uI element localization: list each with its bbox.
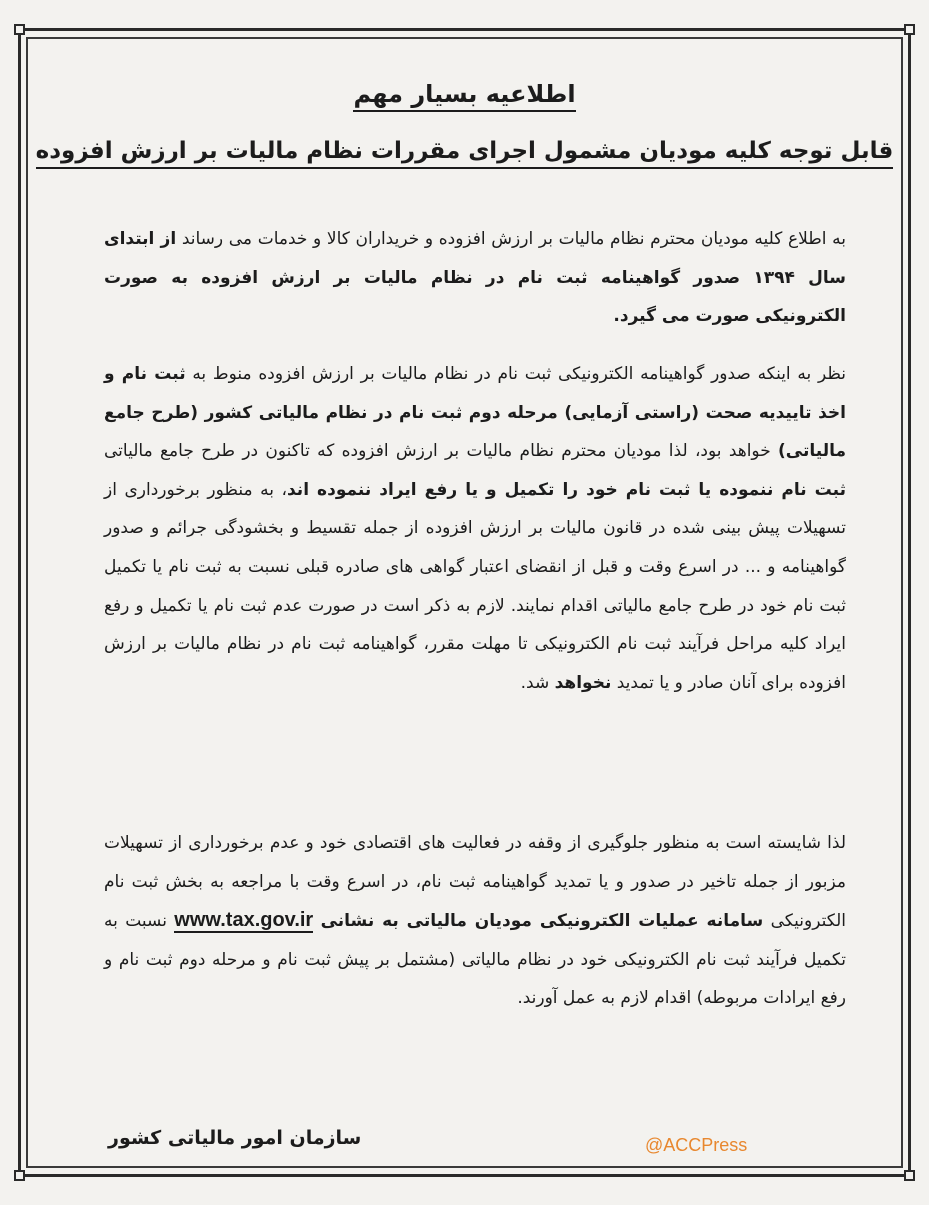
paragraph-3-text-1: لذا شایسته است به منظور جلوگیری از وقفه در فعالیت های اقتصادی خود و عدم برخورداری از تسهیلات مزبور از جمله تاخیر در صدور و یا تمدید گواهینامه ثبت نام، در اسرع وقت با مراجعه به بخش ثبت نام الکترونیکی [104, 833, 847, 932]
notice-title [0, 80, 929, 108]
notice-title-text: اطلاعیه بسیار مهم [353, 80, 575, 112]
paragraph-2 [104, 355, 846, 702]
paragraph-1-text: به اطلاع کلیه مودیان محترم نظام مالیات بر ارزش افزوده و خریداران کالا و خدمات می رساند [176, 229, 847, 249]
paragraph-2-text-4: شد. [520, 672, 555, 693]
watermark-handle: @ACCPress [645, 1135, 748, 1155]
tax-website-link[interactable]: www.tax.gov.ir [174, 909, 314, 932]
paragraph-1 [104, 220, 846, 336]
notice-subtitle-text: قابل توجه کلیه مودیان مشمول اجرای مقررات نظام مالیات بر ارزش افزوده [36, 138, 894, 169]
corner-ornament [904, 1170, 915, 1181]
corner-ornament [14, 24, 25, 35]
notice-subtitle [0, 138, 929, 164]
paragraph-2-bold-3: نخواهد [554, 672, 612, 693]
paragraph-2-text-3: ، به منظور برخورداری از تسهیلات پیش بینی شده در قانون مالیات بر ارزش افزوده از جمله تقسیط و بخشودگی جرائم و صدور گواهینامه و ... در اسرع وقت و قبل از انقضای اعتبار گواهی های صادره قبلی نسبت به ثبت نام یا تکمیل ثبت نام خود در طرح جامع مالیاتی اقدام نمایند. لازم به ذکر است در صورت عدم ثبت نام یا تکمیل و رفع ایراد کلیه مراحل فرآیند ثبت نام الکترونیکی تا مهلت مقرر، گواهینامه ثبت نام در نظام مالیات بر ارزش افزوده برای آنان صادر و یا تمدید [104, 479, 846, 693]
corner-ornament [14, 1170, 25, 1181]
paragraph-3 [104, 824, 846, 1018]
paragraph-3-bold-1: سامانه عملیات الکترونیکی مودیان مالیاتی به نشانی [320, 911, 764, 932]
paragraph-2-text-1: نظر به اینکه صدور گواهینامه الکترونیکی ثبت نام در نظام مالیات بر ارزش افزوده منوط به [185, 364, 846, 384]
paragraph-2-text-2: خواهد بود، لذا مودیان محترم نظام مالیات بر ارزش افزوده که تاکنون در طرح جامع مالیاتی [104, 441, 779, 462]
paragraph-2-bold-1: ثبت نام و اخذ تاییدیه صحت (راستی آزمایی) مرحله دوم ثبت نام در نظام مالیاتی کشور (طرح جامع مالیاتی) [104, 364, 846, 462]
paragraph-1-bold: از ابتدای سال ۱۳۹۴ صدور گواهینامه ثبت نام در نظام مالیات بر ارزش افزوده به صورت الکترونیکی صورت می گیرد. [104, 229, 846, 327]
paragraph-3-text-2: نسبت به تکمیل فرآیند ثبت نام الکترونیکی خود در نظام مالیاتی (مشتمل بر پیش ثبت نام و مرحله دوم ثبت نام و رفع ایرادات مربوطه) اقدام لازم به عمل آورند. [104, 911, 846, 1009]
paragraph-2-bold-2: ثبت نام ننموده یا ثبت نام خود را تکمیل و یا رفع ایراد ننموده اند [286, 479, 846, 500]
signature-organization: سازمان امور مالیاتی کشور [108, 1127, 362, 1149]
corner-ornament [904, 24, 915, 35]
